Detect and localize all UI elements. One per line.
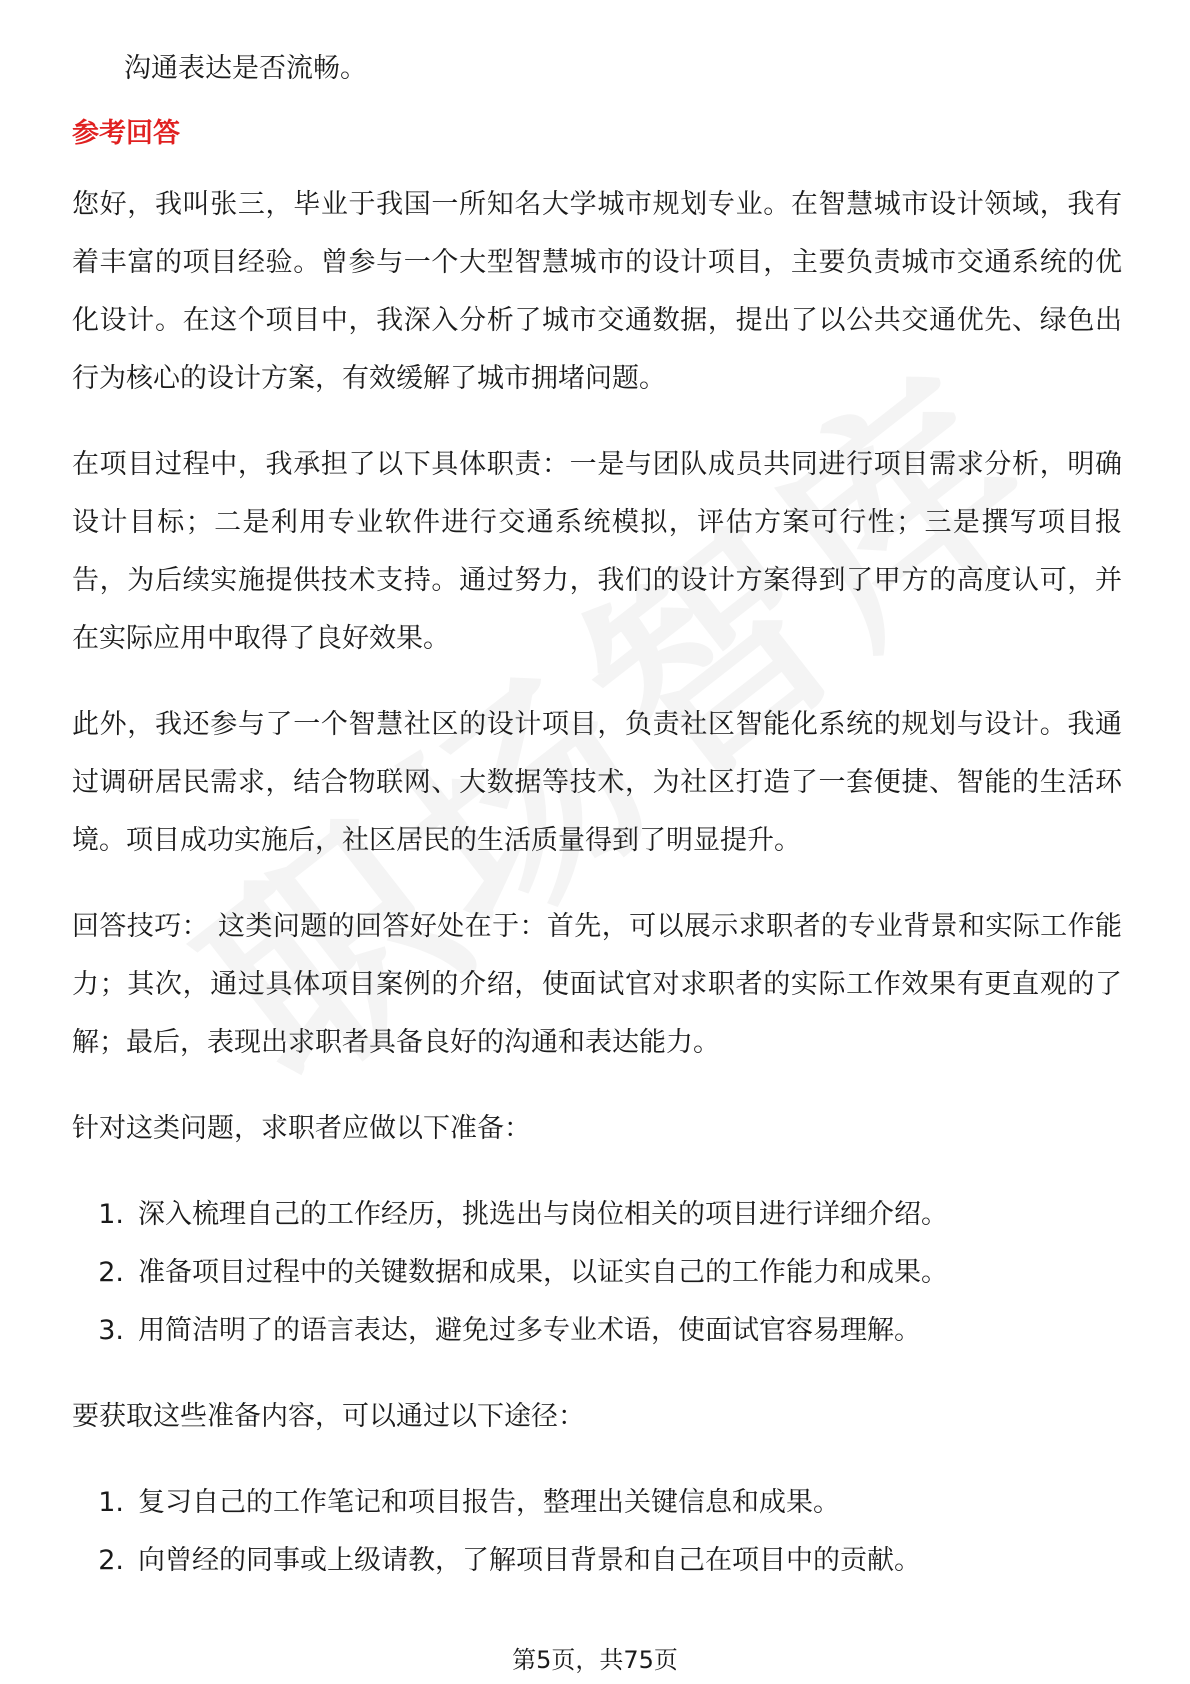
list-item (72, 1532, 1122, 1590)
paragraph-self-intro: 您好，我叫张三，毕业于我国一所知名大学城市规划专业。在智慧城市设计领域，我有着丰富的项目经验。曾参与一个大型智慧城市的设计项目，主要负责城市交通系统的优化设计。在这个项目中，我深入分析了城市交通数据，提出了以公共交通优先、绿色出行为核心的设计方案，有效缓解了城市拥堵问题。 (72, 189, 1122, 394)
list-item (72, 1474, 1122, 1532)
paragraph-prep-intro: 针对这类问题，求职者应做以下准备： (72, 1113, 531, 1144)
list-number: 2. (98, 1257, 124, 1288)
list-item (72, 1186, 1122, 1244)
section-heading: 参考回答 (72, 118, 180, 149)
paragraph-ways-intro: 要获取这些准备内容，可以通过以下途径： (72, 1401, 585, 1432)
list-text: 准备项目过程中的关键数据和成果，以证实自己的工作能力和成果。 (138, 1257, 948, 1288)
list-number: 1. (98, 1487, 124, 1518)
page-footer: 第5页，共75页 (512, 1646, 678, 1674)
list-item (72, 1302, 1122, 1360)
list-number: 1. (98, 1199, 124, 1230)
paragraph-community-project: 此外，我还参与了一个智慧社区的设计项目，负责社区智能化系统的规划与设计。我通过调研居民需求，结合物联网、大数据等技术，为社区打造了一套便捷、智能的生活环境。项目成功实施后，社区居民的生活质量得到了明显提升。 (72, 709, 1122, 856)
intro-line: 沟通表达是否流畅。 (124, 53, 367, 84)
list-text: 复习自己的工作笔记和项目报告，整理出关键信息和成果。 (138, 1487, 840, 1518)
page-content (72, 40, 1122, 1618)
paragraph-responsibilities: 在项目过程中，我承担了以下具体职责：一是与团队成员共同进行项目需求分析，明确设计目标；二是利用专业软件进行交通系统模拟，评估方案可行性；三是撰写项目报告，为后续实施提供技术支持。通过努力，我们的设计方案得到了甲方的高度认可，并在实际应用中取得了良好效果。 (72, 449, 1122, 654)
list-text: 用简洁明了的语言表达，避免过多专业术语，使面试官容易理解。 (138, 1315, 921, 1346)
prep-list (72, 1186, 1122, 1360)
paragraph-answer-tips: 回答技巧： 这类问题的回答好处在于：首先，可以展示求职者的专业背景和实际工作能力；其次，通过具体项目案例的介绍，使面试官对求职者的实际工作效果有更直观的了解；最后，表现出求职者具备良好的沟通和表达能力。 (72, 911, 1122, 1058)
list-item (72, 1244, 1122, 1302)
list-text: 深入梳理自己的工作经历，挑选出与岗位相关的项目进行详细介绍。 (138, 1199, 948, 1230)
list-number: 2. (98, 1545, 124, 1576)
list-number: 3. (98, 1315, 124, 1346)
ways-list (72, 1474, 1122, 1590)
list-text: 向曾经的同事或上级请教，了解项目背景和自己在项目中的贡献。 (138, 1545, 921, 1576)
